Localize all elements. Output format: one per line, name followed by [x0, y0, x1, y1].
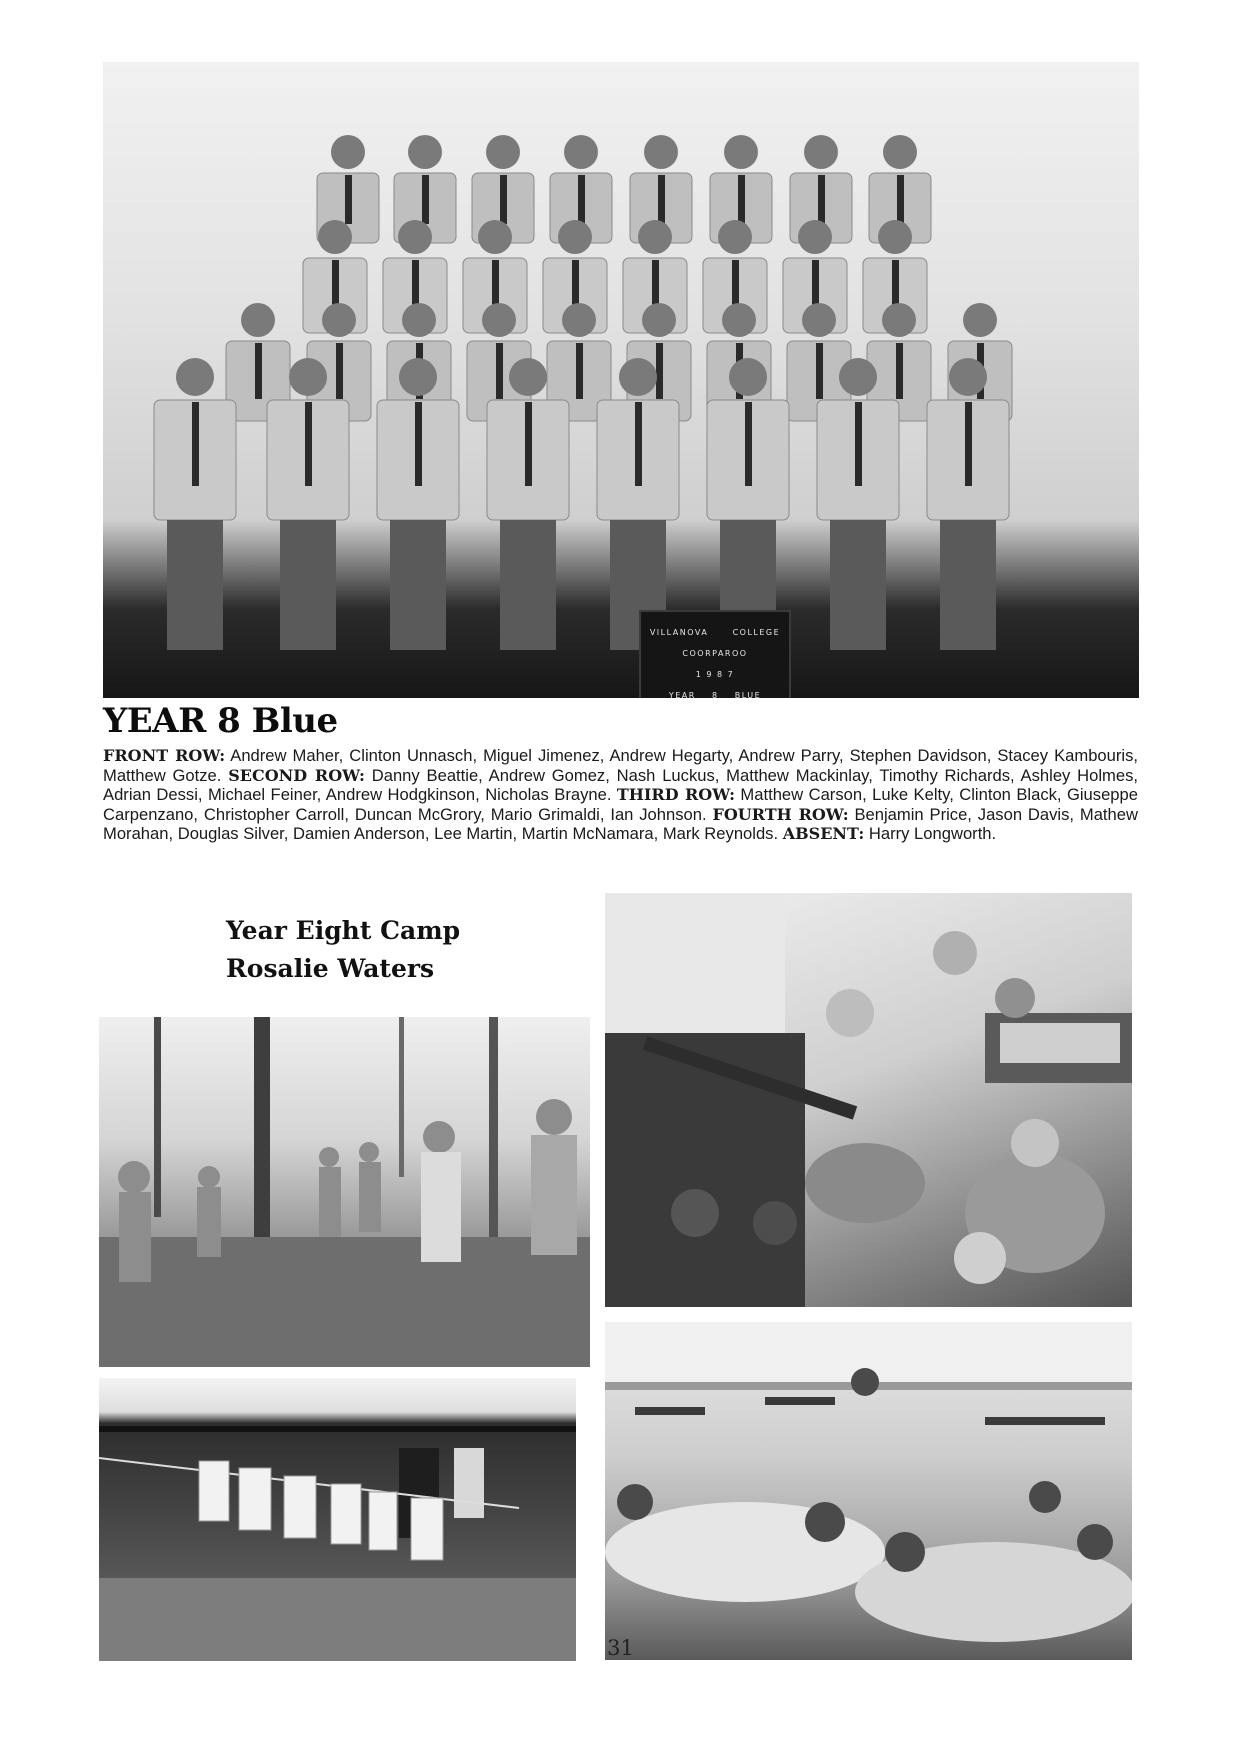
student-tie	[738, 175, 745, 224]
student-tie	[496, 343, 503, 399]
class-photo-illustration	[103, 62, 1139, 698]
student-head	[331, 135, 365, 169]
student-head	[729, 358, 767, 396]
student-tie	[336, 343, 343, 399]
student-tie	[745, 402, 752, 486]
caption-label-absent: ABSENT:	[782, 824, 865, 843]
student-tie	[192, 402, 199, 486]
hut-banners-photo-illustration	[99, 1378, 576, 1661]
student-tie	[500, 175, 507, 224]
student-legs	[500, 520, 556, 650]
dining-hall-photo-illustration	[605, 1322, 1132, 1660]
student-head	[638, 220, 672, 254]
caption-label-front-row: FRONT ROW:	[103, 746, 226, 765]
camp-photo-hut-banners	[99, 1378, 576, 1661]
caption-names-absent: Harry Longworth.	[864, 824, 997, 843]
student-tie	[965, 402, 972, 486]
student-head	[882, 303, 916, 337]
student-head	[804, 135, 838, 169]
student-legs	[940, 520, 996, 650]
student-head	[562, 303, 596, 337]
student-head	[399, 358, 437, 396]
student-head	[883, 135, 917, 169]
camp-photo-bush-walk	[99, 1017, 590, 1367]
student-head	[558, 220, 592, 254]
class-placard	[639, 610, 791, 698]
camp-title-line-2: Rosalie Waters	[226, 954, 435, 983]
student-tie	[422, 175, 429, 224]
student-head	[724, 135, 758, 169]
caption-label-third-row: THIRD ROW:	[616, 785, 735, 804]
student-head	[644, 135, 678, 169]
student-head	[398, 220, 432, 254]
dormitory-photo-illustration	[605, 893, 1132, 1307]
student-head	[802, 303, 836, 337]
student-tie	[525, 402, 532, 486]
camp-title-line-1: Year Eight Camp	[226, 916, 461, 945]
student-tie	[578, 175, 585, 224]
camp-photo-dining-hall	[605, 1322, 1132, 1660]
page-number: 31	[607, 1636, 634, 1660]
student-tie	[656, 343, 663, 399]
student-head	[478, 220, 512, 254]
student-legs	[830, 520, 886, 650]
caption-label-second-row: SECOND ROW:	[228, 765, 365, 785]
student-tie	[345, 175, 352, 224]
caption-names-second-row: Danny Beattie, Andrew Gomez, Nash Luckus, Matthew Mackinlay, Timothy Richards, Ashley Holmes, Adrian Dessi, Michael Feiner, Andrew Hodgkinson, Nicholas Brayne.	[103, 765, 1139, 804]
student-head	[878, 220, 912, 254]
student-tie	[415, 402, 422, 486]
student-tie	[576, 343, 583, 399]
camp-photo-dormitory	[605, 893, 1132, 1307]
student-head	[722, 303, 756, 337]
student-tie	[897, 175, 904, 224]
student-head	[322, 303, 356, 337]
bush-walk-photo-illustration	[99, 1017, 590, 1367]
placard-line-year: 1 9 8 7	[695, 670, 735, 679]
student-tie	[658, 175, 665, 224]
student-head	[798, 220, 832, 254]
student-head	[949, 358, 987, 396]
student-tie	[855, 402, 862, 486]
student-tie	[255, 343, 262, 399]
student-head	[402, 303, 436, 337]
student-tie	[305, 402, 312, 486]
student-head	[642, 303, 676, 337]
student-legs	[167, 520, 223, 650]
placard-line-school: VILLANOVA COLLEGE	[649, 628, 781, 637]
student-head	[486, 135, 520, 169]
student-head	[718, 220, 752, 254]
class-title: YEAR 8 Blue	[103, 701, 338, 741]
student-head	[176, 358, 214, 396]
class-photo	[103, 62, 1139, 698]
class-caption	[103, 746, 1138, 844]
student-tie	[635, 402, 642, 486]
caption-label-fourth-row: FOURTH ROW:	[712, 804, 849, 824]
student-tie	[818, 175, 825, 224]
student-head	[241, 303, 275, 337]
student-head	[318, 220, 352, 254]
caption-names-fourth-row: Benjamin Price, Jason Davis, Mathew Morahan, Douglas Silver, Damien Anderson, Lee Martin, Martin McNamara, Mark Reynolds.	[103, 804, 1138, 843]
student-head	[564, 135, 598, 169]
student-head	[482, 303, 516, 337]
placard-line-suburb: COORPAROO	[682, 649, 748, 658]
student-legs	[280, 520, 336, 650]
caption-names-third-row: Matthew Carson, Luke Kelty, Clinton Black, Giuseppe Carpenzano, Christopher Carroll, Duncan McGrory, Mario Grimaldi, Ian Johnson.	[103, 785, 1138, 824]
student-head	[619, 358, 657, 396]
student-head	[839, 358, 877, 396]
student-head	[408, 135, 442, 169]
student-legs	[390, 520, 446, 650]
camp-section-title	[226, 912, 460, 988]
caption-names-front-row: Andrew Maher, Clinton Unnasch, Miguel Jimenez, Andrew Hegarty, Andrew Parry, Stephen Davidson, Stacey Kambouris, Matthew Gotze.	[103, 746, 1139, 785]
student-head	[509, 358, 547, 396]
student-tie	[896, 343, 903, 399]
placard-line-class: YEAR 8 BLUE	[668, 691, 762, 698]
student-head	[963, 303, 997, 337]
student-tie	[816, 343, 823, 399]
student-head	[289, 358, 327, 396]
